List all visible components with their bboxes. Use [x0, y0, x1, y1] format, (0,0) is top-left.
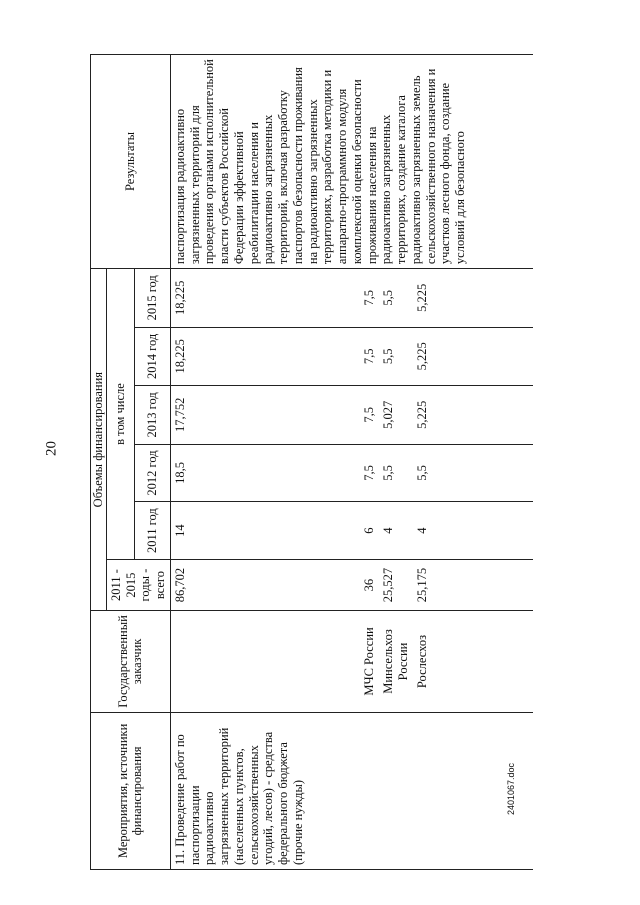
header-funding-volume: Объемы финансирования — [91, 269, 107, 611]
year-cell: 5,027 — [379, 386, 413, 445]
total-cell: 36 — [360, 559, 379, 610]
year-cell: 5,5 — [413, 444, 533, 502]
document-code: 2401067.doc — [506, 762, 516, 815]
results-cell: паспортизация радиоактивно загрязненных территорий для проведения органами исполнительной власти субъектов Российской Федерации эффективной реабилитации населения и радиоактивно загрязненных территорий, включая разработку паспортов безопасности проживания на радиоактивно загрязненных территориях, разработка методики и аппаратно-программного модуля комплексной оценки безопасности проживания населения на радиоактивно загрязненных территориях, создание каталога радиоактивно загрязненных земель сельскохозяйственного назначения и участков лесного фонда, создание условий для безопасного — [170, 55, 532, 269]
year-cell: 4 — [379, 502, 413, 560]
total-cell: 86,702 — [170, 559, 360, 610]
year-cell: 18,225 — [170, 327, 360, 386]
activity-cell: 11. Проведение работ по паспортизации радиоактивно загрязненных территорий (населенных пунктов, сельскохозяйственных угодий, лесов) - средства федерального бюджета (прочие нужды) — [170, 712, 532, 869]
total-cell: 25,175 — [413, 559, 533, 610]
header-year-2015: 2015 год — [135, 269, 171, 328]
year-cell: 7,5 — [360, 444, 379, 502]
year-cell: 5,225 — [413, 327, 533, 386]
year-cell: 7,5 — [360, 386, 379, 445]
customer-cell — [170, 611, 360, 713]
header-year-2011: 2011 год — [135, 502, 171, 560]
header-total: 2011 - 2015 годы - всего — [106, 559, 170, 610]
funding-table — [90, 54, 533, 870]
header-year-2013: 2013 год — [135, 386, 171, 445]
total-cell: 25,527 — [379, 559, 413, 610]
customer-cell: Рослесхоз — [413, 611, 533, 713]
year-cell: 7,5 — [360, 327, 379, 386]
year-cell: 5,5 — [379, 327, 413, 386]
header-activity: Мероприятия, источники финансирования — [91, 712, 171, 869]
rotated-table-container — [90, 54, 590, 870]
year-cell: 18,225 — [170, 269, 360, 328]
year-cell: 18,5 — [170, 444, 360, 502]
year-cell: 5,5 — [379, 444, 413, 502]
year-cell: 6 — [360, 502, 379, 560]
year-cell: 14 — [170, 502, 360, 560]
year-cell: 5,225 — [413, 386, 533, 445]
table-row — [170, 55, 360, 870]
year-cell: 5,225 — [413, 269, 533, 328]
customer-cell: МЧС России — [360, 611, 379, 713]
header-results: Результаты — [91, 55, 171, 269]
header-year-2012: 2012 год — [135, 444, 171, 502]
year-cell: 17,752 — [170, 386, 360, 445]
year-cell: 5,5 — [379, 269, 413, 328]
year-cell: 7,5 — [360, 269, 379, 328]
page-number: 20 — [43, 441, 60, 456]
year-cell: 4 — [413, 502, 533, 560]
header-including: в том числе — [106, 269, 134, 560]
header-customer: Государственный заказчик — [91, 611, 171, 713]
customer-cell: Минсельхоз России — [379, 611, 413, 713]
header-year-2014: 2014 год — [135, 327, 171, 386]
